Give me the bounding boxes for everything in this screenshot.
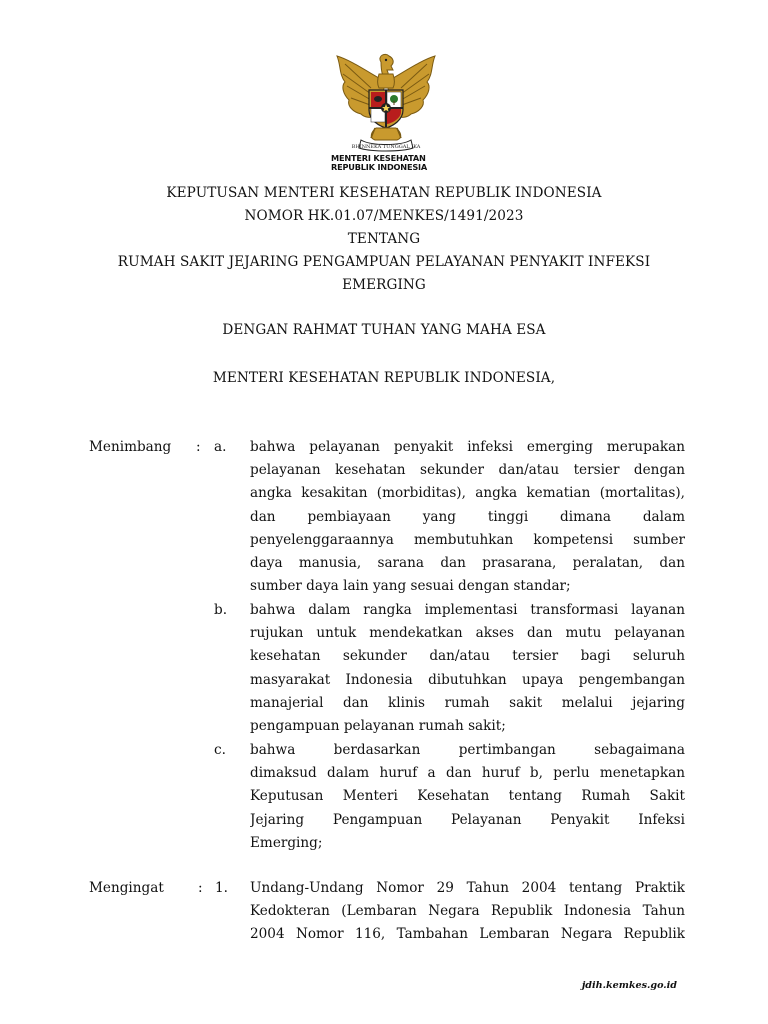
text-line: bahwa dalam rangka implementasi transformasi layanan: [250, 602, 685, 618]
decree-subject-line1: RUMAH SAKIT JEJARING PENGAMPUAN PELAYANAN PENYAKIT INFEKSI: [117, 254, 651, 270]
text-line: Emerging;: [250, 834, 323, 851]
ministry-label-line1: MENTERI KESEHATAN: [331, 153, 426, 163]
text-line: kesehatan sekunder dan/atau tersier bagi seluruh: [250, 648, 685, 665]
mengingat-item-1-marker: 1.: [215, 880, 228, 896]
garuda-emblem-icon: [331, 52, 441, 154]
svg-text:BHINNEKA TUNGGAL IKA: BHINNEKA TUNGGAL IKA: [351, 144, 421, 150]
text-line: angka kesakitan (morbiditas), angka kematian (mortalitas),: [250, 485, 685, 502]
text-line: sumber daya lain yang sesuai dengan standar;: [250, 578, 571, 595]
text-line: dan pembiayaan yang tinggi dimana dalam: [250, 508, 685, 525]
menimbang-label: Menimbang: [89, 439, 172, 455]
text-line: masyarakat Indonesia dibutuhkan upaya pengembangan: [250, 671, 685, 688]
text-line: bahwa berdasarkan pertimbangan sebagaimana: [250, 742, 685, 758]
text-line: bahwa pelayanan penyakit infeksi emerging merupakan: [250, 439, 685, 455]
menimbang-item-b: [250, 599, 685, 738]
ministry-label-line2: REPUBLIK INDONESIA: [331, 161, 428, 172]
mengingat-label: Mengingat: [89, 880, 164, 896]
text-line: Kedokteran (Lembaran Negara Republik Indonesia Tahun: [250, 903, 685, 920]
decree-about: TENTANG: [347, 231, 421, 247]
text-line: Keputusan Menteri Kesehatan tentang Rumah Sakit: [250, 788, 685, 805]
menimbang-item-a-marker: a.: [214, 439, 227, 455]
text-line: Undang-Undang Nomor 29 Tahun 2004 tentang Praktik: [250, 880, 685, 896]
menimbang-item-c: [250, 739, 685, 855]
menimbang-item-a: [250, 436, 685, 598]
text-line: pengampuan pelayanan rumah sakit;: [250, 717, 506, 734]
text-line: manajerial dan klinis rumah sakit melalui jejaring: [250, 694, 685, 711]
mengingat-item-1: [250, 877, 685, 947]
decree-minister: MENTERI KESEHATAN REPUBLIK INDONESIA,: [212, 370, 556, 386]
ministry-label: [331, 154, 443, 171]
menimbang-colon: :: [196, 439, 201, 455]
text-line: rujukan untuk mendekatkan akses dan mutu pelayanan: [250, 625, 685, 642]
text-line: Jejaring Pengampuan Pelayanan Penyakit Infeksi: [250, 811, 685, 828]
decree-number: NOMOR HK.01.07/MENKES/1491/2023: [244, 208, 524, 224]
footer-url: jdih.kemkes.go.id: [581, 980, 677, 991]
decree-subject-line2: EMERGING: [342, 277, 426, 293]
text-line: dimaksud dalam huruf a dan huruf b, perlu menetapkan: [250, 765, 685, 782]
menimbang-item-b-marker: b.: [214, 602, 228, 618]
text-line: 2004 Nomor 116, Tambahan Lembaran Negara Republik: [250, 926, 685, 943]
decree-blessing: DENGAN RAHMAT TUHAN YANG MAHA ESA: [222, 322, 546, 338]
mengingat-colon: :: [198, 880, 203, 896]
text-line: daya manusia, sarana dan prasarana, peralatan, dan: [250, 554, 685, 571]
text-line: pelayanan kesehatan sekunder dan/atau tersier dengan: [250, 462, 685, 479]
decree-title: KEPUTUSAN MENTERI KESEHATAN REPUBLIK INDONESIA: [166, 185, 602, 201]
text-line: penyelenggaraannya membutuhkan kompetensi sumber: [250, 531, 685, 548]
menimbang-item-c-marker: c.: [214, 742, 226, 758]
